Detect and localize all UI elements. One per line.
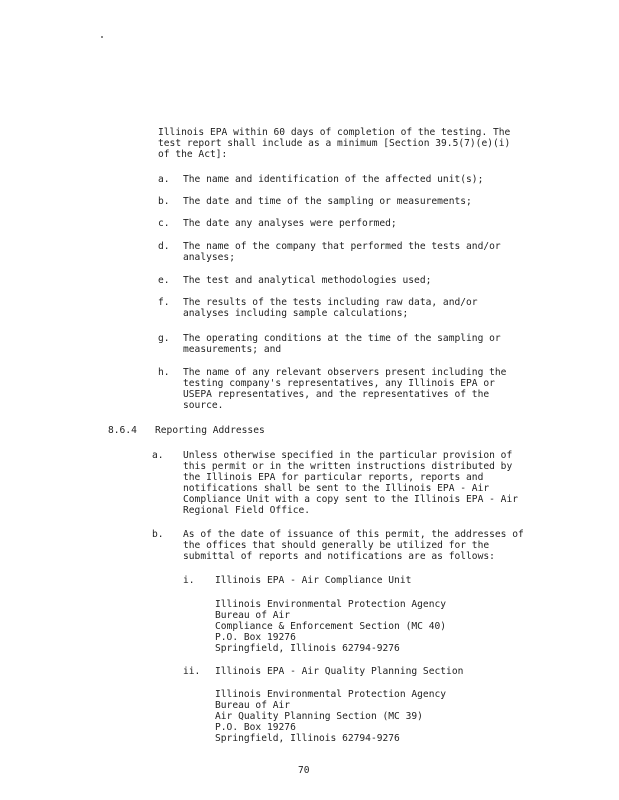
- page-number: 70: [298, 765, 310, 776]
- section-title: Reporting Addresses: [155, 425, 265, 436]
- document-page: Illinois EPA within 60 days of completion of the testing. The test report shall include as a minimum [Section 39.5(7)(e)(i) of the Act]: a. The name and identification of the affected unit(s); b. The date and time of the sampling or measurements; c. The date any analyses were performed; d. The name of the company that performed the tests and/or analyses; e. The test and analytical methodologies used; f. The results of the tests including raw data, and/or analyses including sample calculations; g. The operating conditions at the time of the sampling or measurements; and h. The name of any relevant observers present including the testing company's representatives, any Illinois EPA or USEPA representatives, and the representatives of the source. 8.6.4 Reporting Addresses a. Unless otherwise specified in the particular provision of this permit or in the written instructions distributed by the Illinois EPA for particular reports, reports and notifications shall be sent to the Illinois EPA - Air Compliance Unit with a copy sent to the Illinois EPA - Air Regional Field Office. b. As of the date of issuance of this permit, the addresses of the offices that should generally be utilized for the submittal of reports and notifications are as follows: i. Illinois EPA - Air Compliance Unit Illinois Environmental Protection Agency Bureau of Air Compliance & Enforcement Section (MC 40) P.O. Box 19276 Springfield, Illinois 62794-9276 ii. Illinois EPA - Air Quality Planning Section Illinois Environmental Protection Agency Bureau of Air Air Quality Planning Section (MC 39) P.O. Box 19276 Springfield, Illinois 62794-9276 70: [0, 0, 619, 800]
- intro-paragraph: Illinois EPA within 60 days of completion of the testing. The test report shall include as a minimum [Section 39.5(7)(e)(i) of the Act]:: [158, 127, 511, 160]
- section-number: 8.6.4: [108, 425, 137, 436]
- scan-speck: [101, 36, 103, 38]
